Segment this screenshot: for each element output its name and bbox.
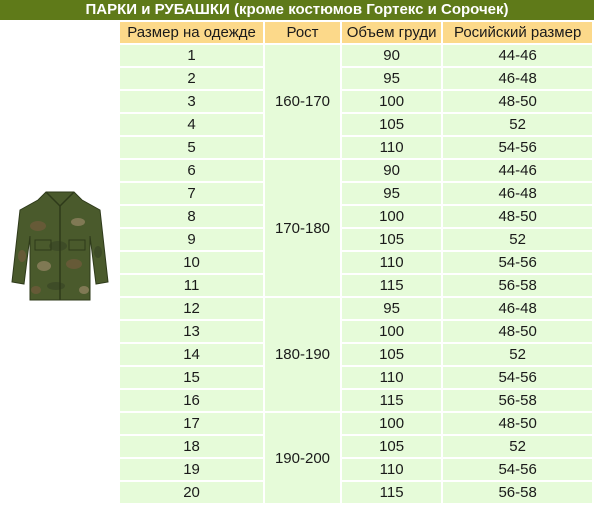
cell-clothing-size: 19 bbox=[120, 459, 263, 480]
cell-chest: 115 bbox=[342, 390, 441, 411]
camouflage-parka-image bbox=[8, 186, 112, 306]
cell-clothing-size: 13 bbox=[120, 321, 263, 342]
cell-russian-size: 44-46 bbox=[443, 45, 592, 66]
cell-chest: 105 bbox=[342, 436, 441, 457]
cell-chest: 100 bbox=[342, 206, 441, 227]
table-row bbox=[120, 344, 592, 365]
cell-clothing-size: 3 bbox=[120, 91, 263, 112]
cell-russian-size: 56-58 bbox=[443, 482, 592, 503]
table-row bbox=[120, 45, 592, 66]
cell-russian-size: 46-48 bbox=[443, 68, 592, 89]
cell-clothing-size: 20 bbox=[120, 482, 263, 503]
cell-russian-size: 52 bbox=[443, 229, 592, 250]
cell-clothing-size: 2 bbox=[120, 68, 263, 89]
cell-clothing-size: 8 bbox=[120, 206, 263, 227]
table-row bbox=[120, 137, 592, 158]
table-row bbox=[120, 413, 592, 434]
cell-russian-size: 48-50 bbox=[443, 321, 592, 342]
cell-clothing-size: 15 bbox=[120, 367, 263, 388]
cell-russian-size: 52 bbox=[443, 344, 592, 365]
header-height: Рост bbox=[265, 22, 340, 43]
table-row bbox=[120, 390, 592, 411]
table-row bbox=[120, 298, 592, 319]
cell-russian-size: 48-50 bbox=[443, 91, 592, 112]
cell-chest: 95 bbox=[342, 68, 441, 89]
cell-russian-size: 56-58 bbox=[443, 390, 592, 411]
cell-clothing-size: 18 bbox=[120, 436, 263, 457]
table-row bbox=[120, 229, 592, 250]
cell-clothing-size: 10 bbox=[120, 252, 263, 273]
cell-russian-size: 48-50 bbox=[443, 206, 592, 227]
table-row bbox=[120, 275, 592, 296]
table-row bbox=[120, 160, 592, 181]
table-row bbox=[120, 68, 592, 89]
cell-clothing-size: 12 bbox=[120, 298, 263, 319]
cell-clothing-size: 16 bbox=[120, 390, 263, 411]
table-body bbox=[120, 45, 592, 503]
cell-chest: 115 bbox=[342, 275, 441, 296]
cell-russian-size: 54-56 bbox=[443, 137, 592, 158]
cell-russian-size: 44-46 bbox=[443, 160, 592, 181]
cell-chest: 105 bbox=[342, 114, 441, 135]
table-row bbox=[120, 436, 592, 457]
cell-chest: 90 bbox=[342, 45, 441, 66]
table-header-row bbox=[120, 22, 592, 43]
page-title: ПАРКИ и РУБАШКИ (кроме костюмов Гортекс и Сорочек) bbox=[0, 0, 594, 20]
header-chest: Объем груди bbox=[342, 22, 441, 43]
header-russian-size: Росийский размер bbox=[443, 22, 592, 43]
cell-russian-size: 52 bbox=[443, 114, 592, 135]
size-table bbox=[118, 20, 594, 505]
cell-russian-size: 46-48 bbox=[443, 298, 592, 319]
cell-russian-size: 52 bbox=[443, 436, 592, 457]
cell-chest: 100 bbox=[342, 91, 441, 112]
cell-chest: 90 bbox=[342, 160, 441, 181]
header-clothing-size: Размер на одежде bbox=[120, 22, 263, 43]
cell-chest: 100 bbox=[342, 413, 441, 434]
table-row bbox=[120, 482, 592, 503]
cell-height: 190-200 bbox=[265, 413, 340, 503]
cell-height: 180-190 bbox=[265, 298, 340, 411]
cell-chest: 95 bbox=[342, 183, 441, 204]
cell-height: 170-180 bbox=[265, 160, 340, 296]
cell-russian-size: 54-56 bbox=[443, 459, 592, 480]
cell-russian-size: 56-58 bbox=[443, 275, 592, 296]
cell-clothing-size: 14 bbox=[120, 344, 263, 365]
table-row bbox=[120, 459, 592, 480]
table-row bbox=[120, 183, 592, 204]
table-row bbox=[120, 114, 592, 135]
cell-chest: 110 bbox=[342, 137, 441, 158]
cell-clothing-size: 7 bbox=[120, 183, 263, 204]
table-row bbox=[120, 321, 592, 342]
table-row bbox=[120, 367, 592, 388]
cell-clothing-size: 9 bbox=[120, 229, 263, 250]
cell-clothing-size: 1 bbox=[120, 45, 263, 66]
cell-chest: 95 bbox=[342, 298, 441, 319]
cell-chest: 110 bbox=[342, 252, 441, 273]
cell-chest: 110 bbox=[342, 367, 441, 388]
cell-chest: 115 bbox=[342, 482, 441, 503]
cell-chest: 105 bbox=[342, 229, 441, 250]
cell-height: 160-170 bbox=[265, 45, 340, 158]
cell-chest: 105 bbox=[342, 344, 441, 365]
cell-clothing-size: 17 bbox=[120, 413, 263, 434]
cell-chest: 100 bbox=[342, 321, 441, 342]
table-row bbox=[120, 206, 592, 227]
cell-clothing-size: 5 bbox=[120, 137, 263, 158]
table-row bbox=[120, 91, 592, 112]
cell-russian-size: 48-50 bbox=[443, 413, 592, 434]
cell-clothing-size: 6 bbox=[120, 160, 263, 181]
cell-clothing-size: 4 bbox=[120, 114, 263, 135]
cell-chest: 110 bbox=[342, 459, 441, 480]
cell-clothing-size: 11 bbox=[120, 275, 263, 296]
cell-russian-size: 54-56 bbox=[443, 252, 592, 273]
cell-russian-size: 54-56 bbox=[443, 367, 592, 388]
cell-russian-size: 46-48 bbox=[443, 183, 592, 204]
table-row bbox=[120, 252, 592, 273]
